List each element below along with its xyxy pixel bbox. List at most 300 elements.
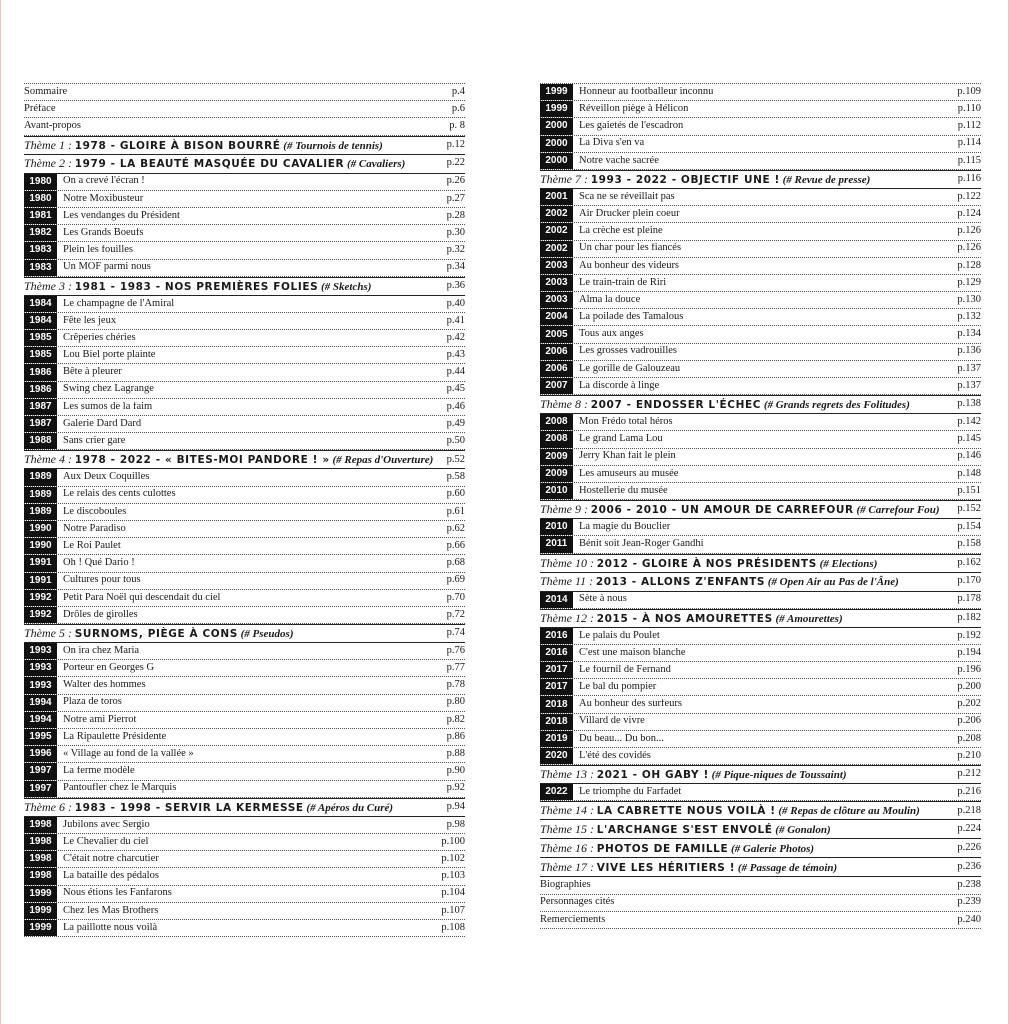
page-number: p.49 — [446, 417, 465, 429]
year-badge: 1993 — [24, 660, 57, 676]
year-badge: 2006 — [540, 344, 573, 360]
toc-entry-row[interactable] — [540, 748, 981, 765]
theme-heading — [24, 280, 443, 293]
page-number: p.4 — [451, 85, 465, 97]
toc-entry-row[interactable] — [24, 573, 465, 590]
theme-label: Thème 7 : — [540, 172, 588, 186]
page-number: p.194 — [957, 646, 981, 658]
theme-title: 1979 - LA BEAUTÉ MASQUÉE DU CAVALIER — [74, 158, 345, 171]
toc-entry-row[interactable] — [24, 174, 465, 191]
page-number: p.112 — [957, 120, 981, 132]
toc-entry-row[interactable] — [540, 189, 981, 206]
year-badge: 2016 — [540, 645, 573, 661]
toc-entry-row[interactable] — [540, 118, 981, 135]
theme-heading — [540, 575, 953, 588]
toc-entry-row[interactable] — [540, 414, 981, 431]
entry-title: La Ripaulette Présidente — [63, 731, 167, 742]
page-number: p.116 — [957, 173, 981, 185]
toc-theme-row[interactable] — [540, 858, 981, 877]
page-number: p.142 — [957, 416, 981, 428]
page-number: p.61 — [446, 505, 465, 517]
toc-entry-row[interactable] — [24, 242, 465, 259]
page-number: p.170 — [957, 575, 981, 587]
page-number: p.126 — [957, 242, 981, 254]
year-badge: 1985 — [24, 330, 57, 346]
theme-title: 2021 - OH GABY ! — [596, 769, 709, 782]
toc-entry-row[interactable] — [540, 326, 981, 343]
toc-entry-row[interactable] — [24, 416, 465, 433]
toc-entry-row[interactable] — [24, 469, 465, 486]
theme-hashtag: (# Open Air au Pas de l'Âne) — [767, 576, 899, 588]
page-number: p.92 — [446, 782, 465, 794]
year-badge: 1981 — [24, 208, 57, 224]
theme-title: 2006 - 2010 - UN AMOUR DE CARREFOUR — [590, 504, 854, 517]
theme-heading — [540, 804, 953, 817]
toc-left-column — [24, 83, 465, 937]
page-number: p.108 — [441, 921, 465, 933]
toc-entry-row[interactable] — [540, 84, 981, 101]
theme-title: 1978 - GLOIRE À BISON BOURRÉ — [74, 139, 281, 152]
page-number: p.100 — [441, 835, 465, 847]
year-badge: 1984 — [24, 313, 57, 329]
toc-entry-row[interactable] — [24, 903, 465, 920]
year-badge: 1989 — [24, 487, 57, 503]
entry-title: Mon Frédo total héros — [579, 417, 673, 428]
toc-entry-row[interactable] — [24, 590, 465, 607]
entry-title: « Village au fond de la vallée » — [63, 749, 194, 760]
toc-entry-row[interactable] — [540, 223, 981, 240]
year-badge: 1999 — [24, 903, 57, 919]
year-badge: 2008 — [540, 431, 573, 447]
year-badge: 1983 — [24, 242, 57, 258]
entry-title: Notre vache sacrée — [579, 155, 659, 166]
toc-theme-row[interactable] — [540, 554, 981, 573]
year-badge: 2011 — [540, 536, 573, 552]
entry-title: Un char pour les fiancés — [579, 243, 682, 254]
entry-title: Le Chevalier du ciel — [63, 836, 149, 847]
entry-title: Petit Para Noël qui descendait du ciel — [63, 592, 221, 603]
toc-entry-row[interactable] — [540, 258, 981, 275]
toc-entry-row[interactable] — [540, 153, 981, 170]
toc-entry-row[interactable] — [24, 433, 465, 450]
toc-entry-row[interactable] — [24, 296, 465, 313]
entry-title: La bataille des pédalos — [63, 871, 159, 882]
toc-entry-row[interactable] — [540, 662, 981, 679]
toc-entry-row[interactable] — [24, 382, 465, 399]
page-edge-left — [0, 0, 1, 1024]
page-number: p.43 — [446, 349, 465, 361]
entry-title: Notre Moxibusteur — [63, 193, 144, 204]
entry-title: C'est une maison blanche — [579, 647, 686, 658]
theme-title: 2015 - À NOS AMOURETTES — [596, 612, 773, 625]
toc-entry-row[interactable] — [24, 225, 465, 242]
toc-entry-row[interactable] — [24, 763, 465, 780]
theme-label: Thème 8 : — [540, 398, 588, 412]
page-number: p.122 — [957, 190, 981, 202]
page-number: p.202 — [957, 698, 981, 710]
page-number: p.50 — [446, 435, 465, 447]
entry-title: Au bonheur des surfeurs — [579, 699, 682, 710]
year-badge: 2003 — [540, 258, 573, 274]
entry-title: Pantoufler chez le Marquis — [63, 783, 177, 794]
toc-entry-row[interactable] — [24, 191, 465, 208]
theme-hashtag: (# Elections) — [819, 557, 878, 570]
entry-title: Aux Deux Coquilles — [63, 472, 150, 483]
page-number: p.158 — [957, 538, 981, 550]
page-number: p.60 — [446, 488, 465, 500]
theme-title: PHOTOS DE FAMILLE — [596, 842, 729, 855]
page-number: p.30 — [446, 226, 465, 238]
toc-entry-row[interactable] — [540, 344, 981, 361]
toc-entry-row[interactable] — [24, 660, 465, 677]
toc-entry-row[interactable] — [24, 555, 465, 572]
toc-entry-row[interactable] — [540, 292, 981, 309]
page-number: p.238 — [957, 879, 981, 891]
page-number: p.178 — [957, 593, 981, 605]
page-number: p.12 — [446, 138, 465, 150]
toc-entry-row[interactable] — [24, 712, 465, 729]
toc-theme-row[interactable] — [540, 500, 981, 519]
entry-title: Sca ne se réveillait pas — [579, 191, 675, 202]
year-badge: 1985 — [24, 347, 57, 363]
toc-entry-row[interactable] — [540, 536, 981, 553]
year-badge: 1993 — [24, 677, 57, 693]
year-badge: 2000 — [540, 136, 573, 152]
entry-title: Bénit soit Jean-Roger Gandhi — [579, 539, 704, 550]
theme-heading — [540, 768, 953, 781]
page-number: p.192 — [957, 629, 981, 641]
theme-hashtag: (# Carrefour Fou) — [856, 504, 940, 517]
year-badge: 1996 — [24, 746, 57, 762]
page-number: p.114 — [957, 137, 981, 149]
toc-theme-row[interactable] — [540, 765, 981, 784]
toc-entry-row[interactable] — [540, 449, 981, 466]
toc-entry-row[interactable] — [24, 868, 465, 885]
year-badge: 1992 — [24, 607, 57, 623]
page-number: p.137 — [957, 362, 981, 374]
page-number: p.212 — [957, 768, 981, 780]
year-badge: 2010 — [540, 519, 573, 535]
entry-title: On ira chez Maria — [63, 645, 140, 656]
entry-title: Fête les jeux — [63, 315, 117, 326]
year-badge: 1991 — [24, 573, 57, 589]
entry-title: Alma la douce — [579, 294, 641, 305]
toc-entry-row[interactable] — [540, 241, 981, 258]
theme-hashtag: (# Grands regrets des Folitudes) — [763, 399, 910, 412]
page-number: p.45 — [446, 383, 465, 395]
entry-title: La magie du Bouclier — [579, 521, 671, 532]
theme-label: Thème 2 : — [24, 157, 72, 171]
page-number: p.129 — [957, 276, 981, 288]
year-badge: 2000 — [540, 118, 573, 134]
entry-title: Le train-train de Riri — [579, 277, 667, 288]
entry-title: Plein les fouilles — [63, 245, 133, 256]
toc-plain-row[interactable] — [540, 895, 981, 912]
toc-entry-row[interactable] — [540, 378, 981, 395]
theme-hashtag: (# Revue de presse) — [782, 173, 871, 186]
entry-title: Au bonheur des videurs — [579, 260, 680, 271]
entry-title: Porteur en Georges G — [63, 663, 155, 674]
toc-entry-row[interactable] — [540, 645, 981, 662]
toc-theme-row[interactable] — [24, 155, 465, 174]
toc-entry-row[interactable] — [540, 466, 981, 483]
toc-entry-row[interactable] — [24, 886, 465, 903]
entry-title: Préface — [24, 104, 56, 115]
toc-theme-row[interactable] — [540, 170, 981, 189]
page-number: p.110 — [957, 103, 981, 115]
page-number: p.128 — [957, 259, 981, 271]
year-badge: 2008 — [540, 414, 573, 430]
entry-title: Cultures pour tous — [63, 575, 141, 586]
entry-title: On a crevé l'écran ! — [63, 176, 145, 187]
year-badge: 1994 — [24, 712, 57, 728]
theme-title: 1978 - 2022 - « BITES-MOI PANDORE ! » — [74, 454, 330, 467]
toc-plain-row[interactable] — [24, 84, 465, 101]
toc-entry-row[interactable] — [540, 309, 981, 326]
entry-title: La discorde à linge — [579, 380, 660, 391]
toc-entry-row[interactable] — [24, 695, 465, 712]
page-number: p.78 — [446, 679, 465, 691]
entry-title: Crêperies chéries — [63, 332, 136, 343]
page-number: p.36 — [446, 279, 465, 291]
page-number: p.218 — [957, 804, 981, 816]
year-badge: 1989 — [24, 469, 57, 485]
toc-entry-row[interactable] — [24, 817, 465, 834]
theme-hashtag: (# Amourettes) — [775, 612, 843, 625]
entry-title: Hostellerie du musée — [579, 485, 668, 496]
page-number: p.32 — [446, 244, 465, 256]
year-badge: 1987 — [24, 416, 57, 432]
entry-title: Les Grands Boeufs — [63, 227, 144, 238]
entry-title: Sans crier gare — [63, 436, 126, 447]
toc-entry-row[interactable] — [24, 920, 465, 937]
page-number: p.200 — [957, 681, 981, 693]
page-number: p.68 — [446, 557, 465, 569]
year-badge: 2017 — [540, 662, 573, 678]
year-badge: 1990 — [24, 521, 57, 537]
theme-heading — [24, 627, 443, 640]
year-badge: 1995 — [24, 729, 57, 745]
toc-entry-row[interactable] — [24, 487, 465, 504]
theme-title: VIVE LES HÉRITIERS ! — [596, 861, 736, 874]
toc-entry-row[interactable] — [24, 746, 465, 763]
year-badge: 1990 — [24, 538, 57, 554]
entry-title: Jerry Khan fait le plein — [579, 451, 676, 462]
year-badge: 1999 — [24, 886, 57, 902]
page-number: p.26 — [446, 175, 465, 187]
entry-title: Un MOF parmi nous — [63, 262, 151, 273]
page-number: p.46 — [446, 400, 465, 412]
toc-theme-row[interactable] — [540, 839, 981, 858]
toc-theme-row[interactable] — [24, 277, 465, 296]
toc-entry-row[interactable] — [540, 483, 981, 500]
page-number: p.86 — [446, 730, 465, 742]
page-number: p.94 — [446, 801, 465, 812]
entry-title: Notre Paradiso — [63, 523, 126, 534]
theme-heading — [540, 612, 953, 625]
entry-title: Les grosses vadrouilles — [579, 346, 677, 357]
toc-theme-row[interactable] — [24, 624, 465, 643]
page-number: p.126 — [957, 225, 981, 237]
theme-hashtag: (# Sketchs) — [321, 280, 372, 293]
toc-entry-row[interactable] — [540, 519, 981, 536]
toc-entry-row[interactable] — [24, 521, 465, 538]
page-number: p.196 — [957, 663, 981, 675]
year-badge: 2017 — [540, 679, 573, 695]
toc-plain-row[interactable] — [540, 912, 981, 929]
theme-heading — [24, 453, 443, 466]
toc-plain-row[interactable] — [24, 118, 465, 135]
year-badge: 2003 — [540, 275, 573, 291]
theme-label: Thème 5 : — [24, 627, 72, 641]
page-number: p.107 — [441, 904, 465, 916]
year-badge: 1998 — [24, 834, 57, 850]
toc-entry-row[interactable] — [24, 851, 465, 868]
year-badge: 1999 — [540, 84, 573, 100]
page-number: p.151 — [957, 484, 981, 496]
toc-entry-row[interactable] — [24, 781, 465, 798]
year-badge: 2006 — [540, 361, 573, 377]
page-number: p.132 — [957, 311, 981, 323]
toc-entry-row[interactable] — [540, 714, 981, 731]
toc-entry-row[interactable] — [24, 834, 465, 851]
page-number: p.40 — [446, 297, 465, 309]
page-number: p.44 — [446, 366, 465, 378]
page-number: p.66 — [446, 539, 465, 551]
page-number: p.137 — [957, 379, 981, 391]
year-badge: 1987 — [24, 399, 57, 415]
year-badge: 2018 — [540, 696, 573, 712]
theme-hashtag: (# Tournois de tennis) — [283, 139, 383, 152]
entry-title: Oh ! Qué Dario ! — [63, 558, 135, 569]
theme-hashtag: (# Repas d'Ouverture) — [332, 454, 434, 467]
toc-entry-row[interactable] — [24, 364, 465, 381]
toc-entry-row[interactable] — [24, 677, 465, 694]
year-badge: 2003 — [540, 292, 573, 308]
toc-entry-row[interactable] — [540, 696, 981, 713]
page-number: p.239 — [957, 896, 981, 908]
page-number: p.88 — [446, 748, 465, 760]
entry-title: Bête à pleurer — [63, 367, 122, 378]
entry-title: Villard de vivre — [579, 716, 645, 727]
year-badge: 2022 — [540, 784, 573, 800]
year-badge: 1997 — [24, 763, 57, 779]
year-badge: 2016 — [540, 628, 573, 644]
toc-entry-row[interactable] — [540, 275, 981, 292]
toc-theme-row[interactable] — [24, 136, 465, 155]
page-number: p.134 — [957, 328, 981, 340]
toc-entry-row[interactable] — [540, 361, 981, 378]
page-number: p.146 — [957, 450, 981, 462]
entry-title: Le gorille de Galouzeau — [579, 363, 681, 374]
theme-heading — [24, 139, 443, 152]
entry-title: Galerie Dard Dard — [63, 418, 142, 429]
theme-title: 1983 - 1998 - SERVIR LA KERMESSE — [74, 801, 304, 814]
toc-entry-row[interactable] — [540, 206, 981, 223]
toc-entry-row[interactable] — [24, 643, 465, 660]
theme-hashtag: (# Apéros du Curé) — [306, 801, 394, 814]
year-badge: 2002 — [540, 223, 573, 239]
toc-plain-row[interactable] — [24, 101, 465, 118]
entry-title: Le triomphe du Farfadet — [579, 787, 682, 798]
toc-entry-row[interactable] — [540, 431, 981, 448]
toc-entry-row[interactable] — [540, 101, 981, 118]
toc-theme-row[interactable] — [540, 395, 981, 414]
theme-heading — [540, 503, 953, 516]
toc-theme-row[interactable] — [540, 801, 981, 820]
page-number: p.62 — [446, 522, 465, 534]
entry-title: Honneur au footballeur inconnu — [579, 86, 714, 97]
year-badge: 1997 — [24, 781, 57, 797]
page-number: p.210 — [957, 749, 981, 761]
year-badge: 1980 — [24, 191, 57, 207]
toc-theme-row[interactable] — [540, 573, 981, 592]
year-badge: 1983 — [24, 260, 57, 276]
theme-hashtag: (# Gonalon) — [775, 823, 831, 836]
page-number: p.27 — [446, 192, 465, 204]
toc-entry-row[interactable] — [24, 504, 465, 521]
year-badge: 2007 — [540, 378, 573, 394]
theme-title: 2007 - ENDOSSER L'ÉCHEC — [590, 399, 762, 412]
theme-label: Thème 12 : — [540, 611, 594, 625]
toc-entry-row[interactable] — [24, 330, 465, 347]
entry-title: La ferme modèle — [63, 766, 135, 777]
toc-theme-row[interactable] — [24, 450, 465, 469]
toc-entry-row[interactable] — [24, 538, 465, 555]
toc-entry-row[interactable] — [24, 729, 465, 746]
theme-heading — [540, 823, 953, 836]
page-number: p.236 — [957, 861, 981, 873]
page-number: p.69 — [446, 574, 465, 586]
theme-label: Thème 17 : — [540, 860, 594, 874]
toc-entry-row[interactable] — [540, 679, 981, 696]
toc-entry-row[interactable] — [540, 628, 981, 645]
toc-entry-row[interactable] — [24, 399, 465, 416]
toc-entry-row[interactable] — [24, 607, 465, 624]
toc-right-column — [540, 83, 981, 929]
toc-plain-row[interactable] — [540, 877, 981, 894]
toc-entry-row[interactable] — [24, 208, 465, 225]
toc-theme-row[interactable] — [540, 609, 981, 628]
theme-heading — [540, 398, 953, 411]
page-number: p.130 — [957, 293, 981, 305]
entry-title: Les vendanges du Président — [63, 210, 180, 221]
toc-entry-row[interactable] — [540, 136, 981, 153]
page-number: p.82 — [446, 713, 465, 725]
toc-entry-row[interactable] — [540, 592, 981, 609]
toc-theme-row[interactable] — [24, 798, 465, 817]
theme-title: 2012 - GLOIRE À NOS PRÉSIDENTS — [596, 557, 817, 570]
entry-title: Avant-propos — [24, 121, 81, 132]
theme-title: SURNOMS, PIÈGE À CONS — [74, 628, 238, 641]
entry-title: Les amuseurs au musée — [579, 468, 679, 479]
toc-entry-row[interactable] — [24, 260, 465, 277]
toc-entry-row[interactable] — [24, 347, 465, 364]
toc-entry-row[interactable] — [540, 731, 981, 748]
entry-title: La poilade des Tamalous — [579, 312, 684, 323]
theme-label: Thème 10 : — [540, 556, 594, 570]
theme-label: Thème 13 : — [540, 768, 594, 782]
theme-heading — [540, 557, 953, 570]
toc-entry-row[interactable] — [540, 784, 981, 801]
year-badge: 1986 — [24, 382, 57, 398]
toc-theme-row[interactable] — [540, 820, 981, 839]
entry-title: Walter des hommes — [63, 680, 146, 691]
entry-title: C'était notre charcutier — [63, 853, 159, 864]
page-number: p.240 — [957, 913, 981, 925]
toc-entry-row[interactable] — [24, 313, 465, 330]
page-number: p.34 — [446, 261, 465, 273]
